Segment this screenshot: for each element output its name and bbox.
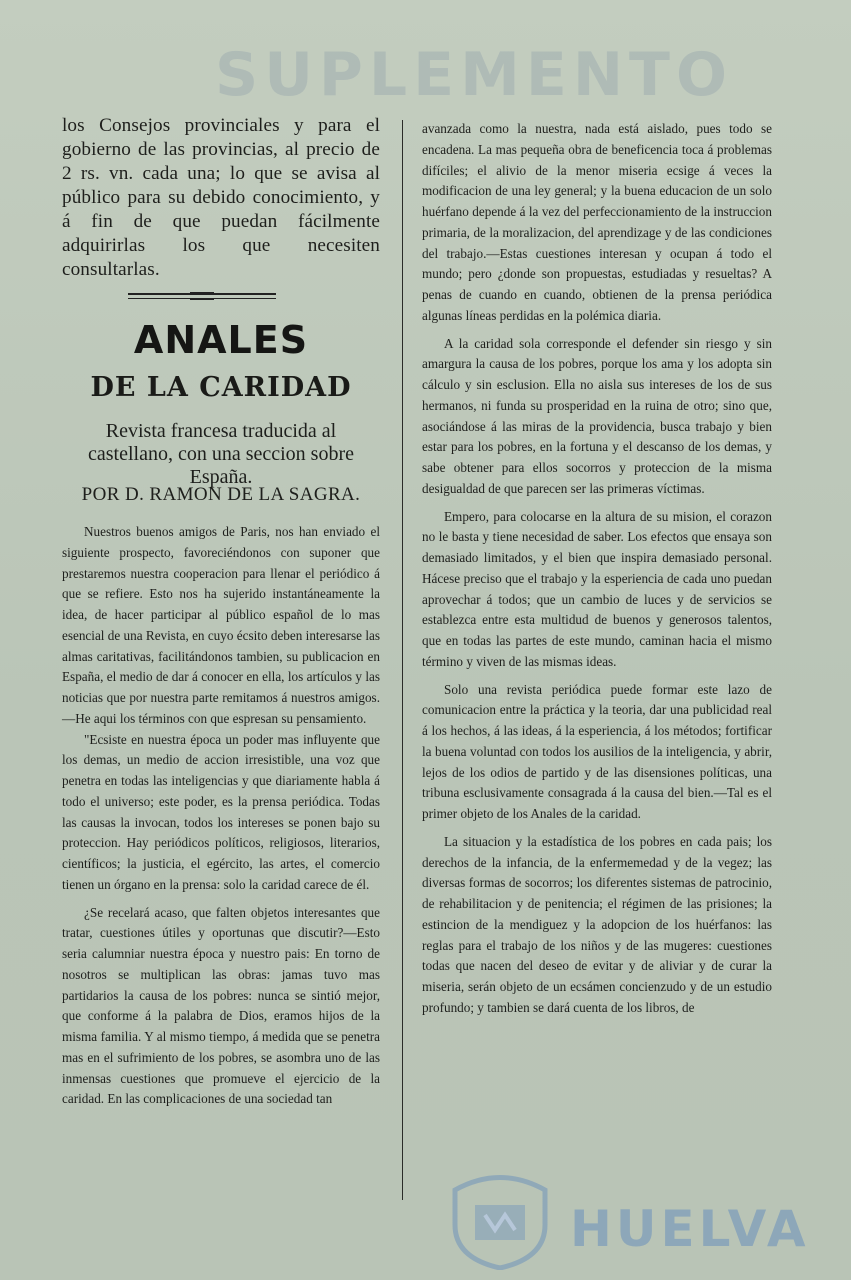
publication-subtitle: DE LA CARIDAD bbox=[90, 372, 352, 403]
huelva-shield-icon bbox=[445, 1170, 555, 1270]
paragraph: avanzada como la nuestra, nada está aislado, pues todo se encadena. La mas pequeña obra de beneficencia toca á problemas difíciles; el alivio de la menor miseria ecsige á veces la modificacion de una ley general; y la buena educacion de un solo huérfano depende á la vez del perfeccionamiento de la instruccion primaria, de la moralizacion, del aprendizage y de las condiciones del trabajo.—Estas cuestiones interesan y ocupan á todo el mundo; pero ¿donde son propuestas, estudiadas y resueltas? A penas de cuando en cuando, obtienen de la prensa periódica algunas líneas perdidas en la polémica diaria. bbox=[422, 121, 772, 323]
right-column-body bbox=[422, 119, 772, 1019]
paragraph: Solo una revista periódica puede formar este lazo de comunicacion entre la práctica y la teoria, dar una publicidad real á los hechos, á las ideas, á la esperiencia, á los métodos; fortificar la buena voluntad con todos los ausilios de la inteligencia, y abrir, lejos de los odios de partido y de las disensiones políticas, una tribuna esclusivamente consagrada á la causa del bien.—Tal es el primer objeto de los Anales de la caridad. bbox=[422, 681, 772, 821]
suplemento-watermark: SUPLEMENTO bbox=[215, 40, 733, 110]
paragraph: "Ecsiste en nuestra época un poder mas influyente que los demas, un medio de accion irresistible, una voz que penetra en todas las inteligencias y que diariamente habla á todo el universo; este poder, es la prensa periódica. Todas las causas la invocan, todos los intereses se ponen bajo su proteccion. Hay periódicos políticos, religiosos, literarios, científicos; la justicia, el egército, las artes, el comercio tienen un órgano en la prensa: solo la caridad carece de él. bbox=[62, 731, 380, 892]
notice-paragraph: los Consejos provinciales y para el gobierno de las provincias, al precio de 2 rs. vn. cada una; lo que se avisa al público para su debido conocimiento, y á fin de que puedan fácilmente adquirirlas los que necesiten consultarlas. bbox=[62, 115, 380, 280]
publication-description: Revista francesa traducida al castellano, con una seccion sobre España. bbox=[87, 420, 354, 488]
huelva-watermark: HUELVA bbox=[570, 1200, 810, 1258]
column-divider bbox=[402, 120, 403, 1200]
paragraph: Empero, para colocarse en la altura de su mision, el corazon no le basta y tiene necesidad de saber. Los efectos que ensaya son demasiado limitados, y el bien que inspira demasiado personal. Hácese preciso que el trabajo y la esperiencia de cada uno puedan aprovechar á todos; que un cambio de luces y de servicios se establezca entre esta multidud de buenos y generosos talentos, que en todas las partes de este mundo, caminan hacia el mismo término y viven de las mismas ideas. bbox=[422, 508, 772, 669]
publication-title: ANALES bbox=[133, 318, 309, 362]
paragraph: La situacion y la estadística de los pobres en cada pais; los derechos de la infancia, de la enfermemedad y de la vegez; las diversas formas de socorros; los diferentes sistemas de patrocinio, de rehabilitacion y de penitencia; el régimen de las prisiones; la estincion de la mendiguez y la adopcion de los huérfanos: las reglas para el trabajo de los niños y de las mugeres: cuestiones todas que nacen del deseo de evitar y de aliviar y de curar la miseria, serán objeto de un ecsámen concienzudo y de un estudio profundo; y tambien se dará cuenta de los libros, de bbox=[422, 833, 772, 1015]
paragraph: ¿Se recelará acaso, que falten objetos interesantes que tratar, cuestiones útiles y oportunas que discutir?—Esto seria calumniar nuestra época y nuestro pais: En torno de nosotros se multiplican las obras: jamas tuvo mas partidarios la causa de los pobres: nunca se sintió mejor, que conforme á la palabra de Dios, eramos hijos de la misma familia. Y al mismo tiempo, á medida que se penetra mas en el sufrimiento de los pobres, se asombra uno de las inmensas cuestiones que promueve el ejercicio de la caridad. En las complicaciones de una sociedad tan bbox=[62, 904, 380, 1107]
left-column-body bbox=[62, 522, 380, 1110]
paragraph: A la caridad sola corresponde el defender sin riesgo y sin amargura la causa de los pobres, porque los ama y los adopta sin cálculo y sin esclusion. Ella no aisla sus intereses de los de sus hermanos, ni funda su prosperidad en la ruina de otro; sino que, asociándose á las miras de la providencia, busca trabajo y bien estar para los pobres, en la fortuna y el descanso de los demas, y sabe obtener para ellos socorros y proteccion de la misma desigualdad de que parecen ser las primeras víctimas. bbox=[422, 335, 772, 496]
paragraph: Nuestros buenos amigos de Paris, nos han enviado el siguiente prospecto, favoreciéndonos con suponer que prestaremos nuestra cooperacion para llenar el periódico á que se refiere. Esto nos ha sujerido instantáneamente la idea, de hacer participar al público español de lo mas esencial de una Revista, en cuyo écsito deben interesarse las almas caritativas, facilitándonos tambien, su publicacion en España, el medio de dar á conocer en ella, los artículos y las noticias que por nuestra parte remitamos á nuestros amigos.—He aqui los términos con que espresan su pensamiento. bbox=[62, 524, 380, 726]
ornamental-rule bbox=[128, 292, 276, 302]
author-line: POR D. RAMON DE LA SAGRA. bbox=[81, 484, 361, 505]
